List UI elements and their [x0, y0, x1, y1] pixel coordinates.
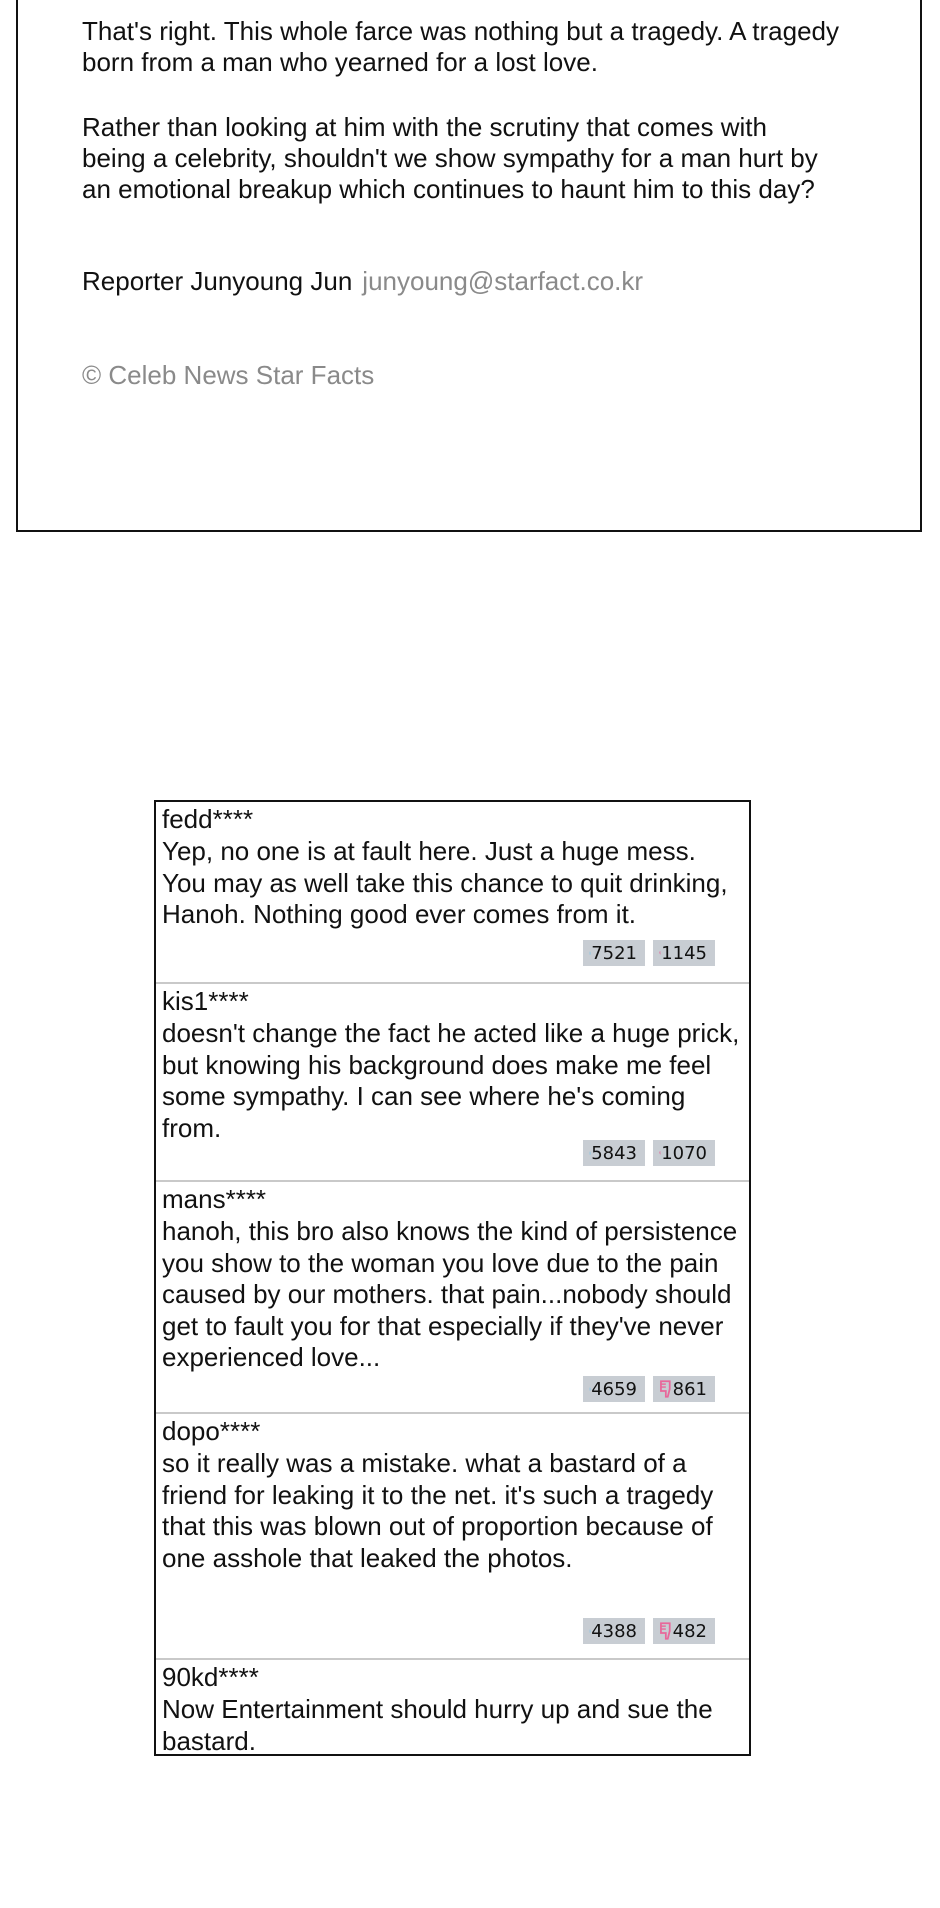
comment-item	[156, 802, 749, 982]
comment-item	[156, 1658, 749, 1756]
vote-buttons	[583, 1376, 715, 1402]
comment-section	[154, 800, 751, 1756]
thumbs-down-icon	[659, 1622, 673, 1640]
comment-username: dopo****	[162, 1416, 261, 1446]
like-count: 5843	[591, 1142, 637, 1164]
dislike-button[interactable]	[653, 1376, 715, 1402]
comment-username: fedd****	[162, 804, 254, 834]
dislike-count: 861	[672, 1378, 707, 1400]
like-button[interactable]	[583, 1376, 645, 1402]
thumbs-down-icon	[659, 1380, 673, 1398]
byline	[82, 266, 643, 297]
reporter-email[interactable]: junyoung@starfact.co.kr	[362, 266, 644, 296]
dislike-count: 482	[672, 1620, 707, 1642]
vote-buttons	[583, 1140, 715, 1166]
dislike-button[interactable]	[653, 1140, 715, 1166]
article-paragraph: That's right. This whole farce was nothing but a tragedy. A tragedy born from a man who yearned for a lost love.	[82, 16, 839, 77]
article-paragraph: Rather than looking at him with the scrutiny that comes with being a celebrity, shouldn't we show sympathy for a man hurt by an emotional breakup which continues to haunt him to this day?	[82, 112, 818, 204]
article-panel	[16, 0, 922, 532]
comment-item	[156, 1412, 749, 1658]
dislike-count: 1070	[661, 1142, 707, 1164]
comment-text: Now Entertainment should hurry up and sue the bastard.	[162, 1694, 713, 1756]
like-count: 7521	[591, 942, 637, 964]
comment-username: 90kd****	[162, 1662, 259, 1692]
dislike-count: 1145	[661, 942, 707, 964]
like-count: 4659	[591, 1378, 637, 1400]
comment-username: kis1****	[162, 986, 249, 1016]
vote-buttons	[583, 940, 715, 966]
dislike-button[interactable]	[653, 940, 715, 966]
reporter-name: Reporter Junyoung Jun	[82, 266, 353, 296]
like-button[interactable]	[583, 940, 645, 966]
comment-text: doesn't change the fact he acted like a huge prick, but knowing his background does make me feel some sympathy. I can see where he's coming from.	[162, 1018, 740, 1143]
like-count: 4388	[591, 1620, 637, 1642]
vote-buttons	[583, 1618, 715, 1644]
comment-item	[156, 982, 749, 1180]
comment-item	[156, 1180, 749, 1412]
like-button[interactable]	[583, 1618, 645, 1644]
dislike-button[interactable]	[653, 1618, 715, 1644]
comment-text: hanoh, this bro also knows the kind of persistence you show to the woman you love due to the pain caused by our mothers. that pain...nobody should get to fault you for that especially if they've never experienced love...	[162, 1216, 738, 1372]
comment-text: Yep, no one is at fault here. Just a huge mess. You may as well take this chance to quit drinking, Hanoh. Nothing good ever comes from it.	[162, 836, 728, 929]
comment-text: so it really was a mistake. what a bastard of a friend for leaking it to the net. it's such a tragedy that this was blown out of proportion because of one asshole that leaked the photos.	[162, 1448, 714, 1573]
comment-username: mans****	[162, 1184, 267, 1214]
like-button[interactable]	[583, 1140, 645, 1166]
copyright-notice: © Celeb News Star Facts	[82, 360, 375, 390]
